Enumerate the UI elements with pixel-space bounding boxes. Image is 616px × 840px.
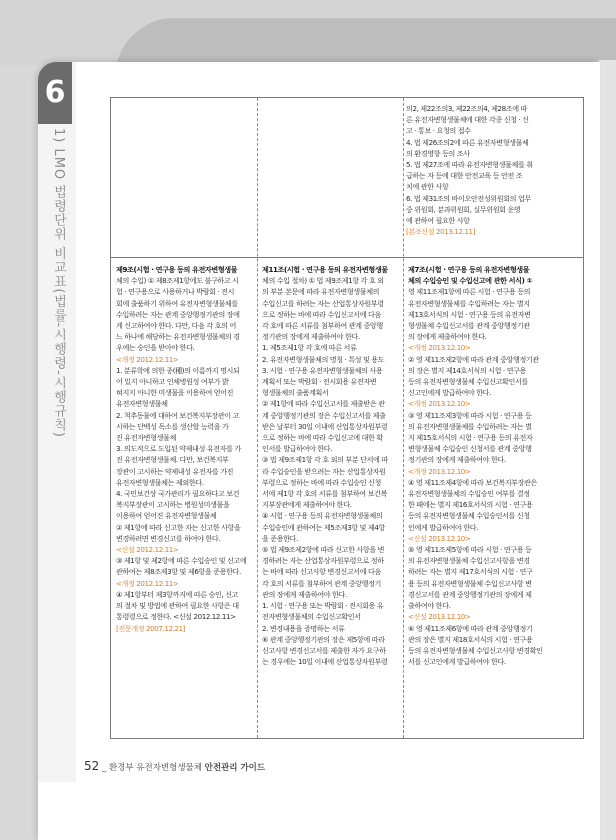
table-cell-decree-row1 — [260, 101, 400, 253]
cell-text-line: 등의 유전자변형생물체 수입신고사항 변경확인 — [408, 645, 543, 655]
cell-text-line: 시하는 단백성 독소를 생산할 능력을 가 — [116, 421, 229, 431]
cell-text-line: <신설 2012.12.11> — [116, 545, 179, 555]
cell-text-line: 지부장관에게 제출하여야 한다. — [262, 500, 352, 510]
cell-text-line: 2. 유전자변형생물체의 명칭 · 특성 및 용도 — [262, 354, 385, 364]
cell-text-line: 등의 유전자변형생물체 수입승인서를 신청 — [408, 511, 530, 521]
cell-text-line: 인에게 발급하여야 한다. — [408, 522, 479, 532]
cell-text-line: 는 경우에는 10일 이내에 산업통상자원부령 — [262, 657, 388, 667]
cell-text-line: 의 유전자변형생물체를 수입하려는 자는 별 — [408, 421, 532, 431]
cell-text-line: 유전자변형생물체를 수입하려는 자는 별지 — [408, 298, 530, 308]
table-cell-law-row2 — [116, 264, 255, 634]
cell-text-line: <신설 2013.12.10> — [408, 612, 471, 622]
cell-text-line: ④ 시험 · 연구용 등의 유전자변형생물체의 — [262, 511, 383, 521]
cell-text-line: 관하여는 제8조제3항 및 제6항을 준용한다. — [116, 567, 241, 577]
cell-text-line: 른 유전자변형생물체에 대한 각종 신청 · 신 — [406, 115, 529, 125]
row-divider — [111, 257, 583, 258]
cell-text-line: 복지부장관이 고시하는 병원성미생물을 — [116, 500, 230, 510]
cell-text-line: 서에 제1항 각 호의 서류를 첨부하여 보건복 — [262, 489, 387, 499]
cell-text-line: 5. 법 제27조에 따라 유전자변형생물체를 취 — [406, 160, 533, 170]
footer-separator: _ — [101, 763, 107, 773]
cell-text-line: 의2, 제22조의3, 제22조의4, 제28조에 따 — [406, 104, 527, 113]
cell-text-line: 장관이 고시하는 약제내성 유전자를 가진 — [116, 466, 234, 476]
cell-text-line: 받은 날부터 30일 이내에 산업통상자원부령 — [262, 421, 388, 431]
cell-text-line: 회에 출품하기 위하여 유전자변형생물체를 — [116, 298, 238, 308]
table-cell-rule-row2 — [408, 264, 547, 667]
cell-text-line: 유전자변형생물체의 수입승인 여부를 결정 — [408, 489, 530, 499]
cell-text-line: ⑤ 영 제11조제5항에 따라 시험 · 연구용 등 — [408, 545, 532, 555]
cell-text-line: ⑥ 영 제11조제6항에 따라 관계 중앙행정기 — [408, 623, 533, 633]
cell-text-line: 출하여야 한다. — [408, 601, 451, 611]
cell-text-line: 우에는 승인을 받아야 한다. — [116, 343, 195, 353]
cell-text-line: 라 수입승인을 받으려는 자는 산업통상자원 — [262, 466, 386, 476]
footer-doc-title: 환경부 유전자변형생물체 — [108, 763, 202, 773]
cell-text-line: 서를 신고인에게 발급하여야 한다. — [408, 657, 506, 667]
cell-text-line: 인서를 발급하여야 한다. — [262, 444, 333, 454]
cell-text-line: 수입승인에 관하여는 제5조제3항 및 제4항 — [262, 522, 385, 532]
cell-text-line: 체의 수입) ① 제8조제1항에도 불구하고 시 — [116, 276, 239, 286]
cell-text-line: 험 · 연구용으로 사용하거나 박람회 · 전시 — [116, 287, 235, 297]
cell-text-line: 3. 의도적으로 도입된 약제내성 유전자를 가 — [116, 444, 241, 454]
cell-text-line: 형생물체 수입신고서를 관계 중앙행정기관 — [408, 321, 530, 331]
chapter-number: 6 — [44, 75, 66, 110]
cell-text-line: 유전자변형생물체 — [116, 399, 168, 409]
column-divider — [403, 98, 404, 738]
cell-text-line: 중 위원회, 분과위원회, 실무위원회 운영 — [406, 204, 521, 214]
cell-text-line: ③ 법 제9조제1항 각 호 외의 부분 단서에 따 — [262, 455, 388, 465]
table-cell-decree-row2 — [262, 264, 401, 667]
cell-text-line: 느 하나에 해당하는 유전자변형생물체의 경 — [116, 332, 240, 342]
cell-text-line: 형생물체의 출품계획서 — [262, 388, 329, 398]
cell-text-line: 급하는 자 등에 대한 안전교육 등 안전 조 — [406, 171, 523, 181]
cell-text-line: <개정 2013.12.10> — [408, 343, 471, 353]
cell-text-line: 혀지지 아니한 미생물을 이용하여 얻어진 — [116, 388, 234, 398]
cell-text-line: 관의 장은 별지 제18호서식의 시험 · 연구용 — [408, 634, 533, 644]
column-divider — [257, 98, 258, 738]
cell-text-line: 1. 제5조제1항 각 호에 따른 서류 — [262, 343, 357, 353]
cell-text-line: 한 때에는 별지 제16호서식의 시험 · 연구용 — [408, 500, 533, 510]
cell-text-line: 4. 법 제26조의2에 따른 유전자변형생물체 — [406, 137, 529, 147]
cell-text-line: 계 중앙행정기관의 장은 수입신고서를 제출 — [262, 410, 386, 420]
cell-text-line: 통령령으로 정한다. <신설 2012.12.11> — [116, 612, 236, 622]
cell-text-line: 전자변형생물체의 수입신고확인서 — [262, 612, 361, 622]
chapter-vertical-title: 1) LMO 법령단위 비교표(법률-시행령-시행규칙) — [51, 128, 66, 438]
cell-text-line: ③ 제1항 및 제2항에 따른 수입승인 및 신고에 — [116, 556, 247, 566]
page-footer — [84, 759, 265, 773]
page-right-edge — [599, 60, 616, 840]
page-number: 52 — [84, 759, 100, 773]
cell-text-line: 제11조(시험 · 연구용 등의 유전자변형생물 — [262, 265, 388, 274]
cell-text-line: <개정 2013.12.10> — [408, 399, 471, 409]
cell-text-line: 정기관의 장에게 제출하여야 한다. — [408, 455, 506, 465]
cell-text-line: 으로 정하는 바에 따라 수입신고서에 다음 — [262, 309, 381, 319]
cell-text-line: 체의 수입 절차) ① 법 제9조제1항 각 호 외 — [262, 276, 384, 286]
cell-text-line: 으로 정하는 바에 따라 수입신고에 대한 확 — [262, 433, 383, 443]
cell-text-line: 각 호에 따른 서류를 첨부하여 관계 중앙행 — [262, 321, 383, 331]
cell-text-line: 수입하려는 자는 관계 중앙행정기관의 장에 — [116, 309, 240, 319]
cell-text-line: ② 영 제11조제2항에 따라 관계 중앙행정기관 — [408, 354, 539, 364]
cell-text-line: 의 환경영향 등의 조사 — [406, 148, 470, 158]
cell-text-line: ⑤ 법 제9조제2항에 따라 신고한 사항을 변 — [262, 545, 385, 555]
cell-text-line: 는 바에 따라 신고사항 변경신고서에 다음 — [262, 567, 381, 577]
cell-text-line: 신고인에게 발급하여야 한다. — [408, 388, 491, 398]
cell-text-line: 영 제11조제1항에 따른 시험 · 연구용 등의 — [408, 287, 531, 297]
footer-doc-title-bold: 안전관리 가이드 — [204, 763, 266, 773]
cell-text-line: 수입신고를 하려는 자는 산업통상자원부령 — [262, 298, 384, 308]
cell-text-line: ② 제1항에 따라 수입신고서를 제출받은 관 — [262, 399, 385, 409]
cell-text-line: 제9조(시험 · 연구용 등의 유전자변형생물 — [116, 265, 238, 274]
cell-text-line: 의 부분 본문에 따라 유전자변형생물체의 — [262, 287, 380, 297]
cell-text-line: 경하려는 자는 산업통상자원부령으로 정하 — [262, 556, 384, 566]
cell-text-line: <개정 2012.12.11> — [116, 354, 179, 364]
cell-text-line: <개정 2012.12.11> — [116, 578, 179, 588]
cell-text-line: 변경하려면 변경신고를 하여야 한다. — [116, 533, 221, 543]
table-cell-law-row1 — [114, 101, 254, 253]
cell-text-line: 1. 분류학에 의한 종(種)의 이름까지 명시되 — [116, 365, 240, 375]
cell-text-line: 의 유전자변형생물체 수입신고사항을 변경 — [408, 556, 530, 566]
cell-text-line: 2. 척추동물에 대하여 보건복지부장관이 고 — [116, 410, 240, 420]
cell-text-line: 게 신고하여야 한다. 다만, 다음 각 호의 어 — [116, 321, 236, 331]
cell-text-line: 의 절차 및 방법에 관하여 필요한 사항은 대 — [116, 601, 239, 611]
cell-text-line: ④ 제1항부터 제3항까지에 따른 승인, 신고 — [116, 589, 239, 599]
cell-text-line: 에 관하여 필요한 사항 — [406, 216, 470, 226]
cell-text-line: 치에 관한 사항 — [406, 182, 449, 192]
cell-text-line: 관의 장에게 제출하여야 한다. — [262, 589, 347, 599]
cell-text-line: 진 유전자변형생물체. 다만, 보건복지부 — [116, 455, 229, 465]
cell-text-line: 을 준용한다. — [262, 533, 298, 543]
cell-text-line: 이용하여 얻어진 유전자변형생물체 — [116, 511, 217, 521]
cell-text-line: 부령으로 정하는 바에 따라 수입승인 신청 — [262, 477, 381, 487]
cell-text-line: <개정 2013.12.10> — [408, 466, 471, 476]
cell-text-line: 신고사항 변경신고서를 제출한 자가 요구하 — [262, 645, 386, 655]
cell-text-line: 변형생물체 수입승인 신청서를 관계 중앙행 — [408, 444, 532, 454]
cell-text-line: 고 · 통보 · 요청의 접수 — [406, 126, 471, 136]
cell-text-line: 3. 시험 · 연구용 유전자변형생물체의 사용 — [262, 365, 383, 375]
cell-text-line: 체의 수입승인 및 수입신고에 관한 서식) ① — [408, 276, 533, 286]
cell-text-line: ⑥ 관계 중앙행정기관의 장은 제5항에 따라 — [262, 634, 385, 644]
cell-text-line: 4. 국민보건상 국가관리가 필요하다고 보건 — [116, 489, 240, 499]
cell-text-line: 유전자변형생물체는 제외한다. — [116, 477, 204, 487]
cell-text-line: 2. 변경내용을 증명하는 서류 — [262, 623, 345, 633]
cell-text-line: [본조신설 2013.12.11] — [406, 227, 476, 237]
cell-text-line: 하려는 자는 별지 제17호서식의 시험 · 연구 — [408, 567, 533, 577]
cell-text-line: 경신고서를 관계 중앙행정기관의 장에게 제 — [408, 589, 532, 599]
cell-text-line: 6. 법 제31조의 바이오안전성위원회의 업무 — [406, 193, 531, 203]
cell-text-line: 용 등의 유전자변형생물체 수입신고사항 변 — [408, 578, 532, 588]
cell-text-line: ③ 영 제11조제3항에 따라 시험 · 연구용 등 — [408, 410, 532, 420]
cell-text-line: 계획서 또는 박람회 · 전시회용 유전자변 — [262, 377, 377, 387]
cell-text-line: 제7조(시험 · 연구용 등의 유전자변형생물 — [408, 265, 530, 274]
cell-text-line: ② 제1항에 따라 신고한 자는 신고한 사항을 — [116, 522, 241, 532]
cell-text-line: 의 장은 별지 제14호서식의 시험 · 연구용 — [408, 365, 526, 375]
cell-text-line: 정기관의 장에게 제출하여야 한다. — [262, 332, 360, 342]
cell-text-line: 각 호의 서류를 첨부하여 관계 중앙행정기 — [262, 578, 381, 588]
cell-text-line: ④ 영 제11조제4항에 따라 보건복지부장관은 — [408, 477, 537, 487]
cell-text-line: 진 유전자변형생물체 — [116, 433, 176, 443]
cell-text-line: 제13호서식의 시험 · 연구용 등의 유전자변 — [408, 309, 531, 319]
comparison-table — [110, 97, 584, 739]
cell-text-line: 지 제15호서식의 시험 · 연구용 등의 유전자 — [408, 433, 533, 443]
table-cell-rule-row1 — [406, 103, 549, 255]
cell-text-line: <신설 2013.12.10> — [408, 533, 471, 543]
cell-text-line: [전문개정 2007.12.21] — [116, 623, 186, 633]
cell-text-line: 어 있지 아니하고 인체병원성 여부가 밝 — [116, 377, 229, 387]
cell-text-line: 1. 시험 · 연구용 또는 박람회 · 전시회용 유 — [262, 601, 384, 611]
cell-text-line: 등의 유전자변형생물체 수입신고확인서를 — [408, 377, 528, 387]
cell-text-line: 의 장에게 제출하여야 한다. — [408, 332, 487, 342]
